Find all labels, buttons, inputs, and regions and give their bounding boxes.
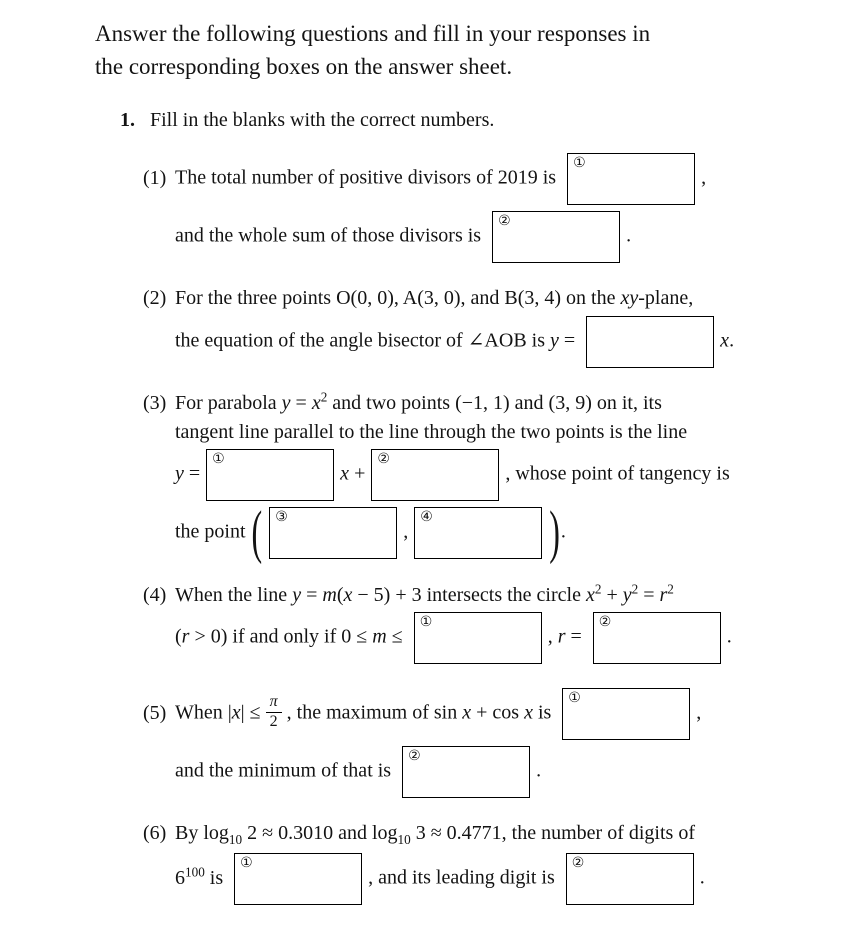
circled-1-icon: ① bbox=[573, 155, 586, 172]
answer-box-1-2[interactable] bbox=[492, 211, 620, 263]
subquestion-2-number: (2) bbox=[143, 287, 167, 310]
subquestion-6-text-c: , and its leading digit is bbox=[368, 866, 555, 889]
subquestion-4-text-a: When the line y = m(x − 5) + 3 intersects the circle $x^2 + y^2 = r^2$ bbox=[175, 581, 674, 606]
answer-box-6-1[interactable] bbox=[234, 853, 362, 905]
answer-box-3-2[interactable] bbox=[371, 449, 499, 501]
subquestion-5-text-b: , the maximum of sin x + cos x is bbox=[286, 701, 552, 724]
subquestion-6 bbox=[143, 819, 864, 908]
subquestion-5-line-1 bbox=[143, 685, 864, 743]
intro-paragraph bbox=[95, 18, 864, 83]
circled-2-icon: ② bbox=[598, 614, 612, 631]
answer-box-3-3[interactable] bbox=[269, 507, 397, 559]
subquestion-1-text-b: and the whole sum of those divisors is bbox=[175, 224, 482, 247]
circled-1-icon: ① bbox=[240, 854, 253, 871]
answer-box-1-1[interactable] bbox=[567, 153, 695, 205]
circled-2-icon: ② bbox=[377, 451, 390, 468]
intro-line-2: the corresponding boxes on the answer sheet. bbox=[95, 53, 513, 79]
answer-box-3-1[interactable] bbox=[206, 449, 334, 501]
circled-4-icon: ④ bbox=[420, 509, 433, 526]
subquestion-2-line-2 bbox=[143, 313, 864, 371]
answer-box-4-2[interactable] bbox=[593, 612, 721, 664]
answer-box-5-1[interactable] bbox=[562, 688, 690, 740]
circled-2-icon: ② bbox=[571, 854, 585, 871]
fraction-numerator: π bbox=[269, 693, 278, 711]
question-1 bbox=[120, 109, 864, 132]
subquestion-5-text-c: and the minimum of that is bbox=[175, 759, 392, 782]
subquestion-4-text-c: , r = bbox=[547, 625, 582, 648]
answer-box-3-4[interactable] bbox=[414, 507, 542, 559]
subquestion-3-line-2 bbox=[143, 418, 864, 446]
period: . bbox=[726, 625, 732, 648]
subquestion-3-number: (3) bbox=[143, 392, 167, 415]
subquestion-3-text-d: x + bbox=[340, 462, 366, 485]
subquestion-3-line-1 bbox=[143, 389, 864, 418]
subquestion-6-line-1 bbox=[143, 819, 864, 850]
period: . bbox=[560, 520, 566, 543]
subquestion-1-number: (1) bbox=[143, 166, 167, 189]
subquestion-1-text-a: The total number of positive divisors of 2019 is bbox=[175, 166, 557, 189]
period: . bbox=[536, 759, 542, 782]
circled-1-icon: ① bbox=[212, 451, 225, 468]
subquestion-2-text-b: the equation of the angle bisector of ∠AOB is y = bbox=[175, 329, 576, 352]
subquestion-6-line-2 bbox=[143, 850, 864, 908]
subquestion-3-text-f: the point bbox=[175, 520, 246, 543]
subquestion-4-line-1 bbox=[143, 580, 864, 609]
circled-2-icon: ② bbox=[408, 748, 421, 765]
subquestion-5 bbox=[143, 685, 864, 801]
answer-box-2[interactable] bbox=[586, 316, 714, 368]
subquestions bbox=[143, 150, 864, 908]
subquestion-3-line-4 bbox=[143, 498, 864, 566]
subquestion-2-text-c: x. bbox=[720, 329, 735, 352]
comma: , bbox=[403, 520, 409, 543]
subquestion-4-text-b: (r > 0) if and only if 0 ≤ m ≤ bbox=[175, 625, 403, 648]
subquestion-6-number: (6) bbox=[143, 822, 167, 845]
circled-1-icon: ① bbox=[568, 690, 581, 707]
subquestion-6-text-b: $6^{100}$ is bbox=[175, 863, 224, 889]
circled-1-icon: ① bbox=[419, 614, 433, 631]
subquestion-3-text-c: y = bbox=[175, 462, 201, 485]
period: . bbox=[626, 224, 632, 247]
question-1-number: 1. bbox=[120, 109, 135, 132]
subquestion-5-line-2 bbox=[143, 743, 864, 801]
subquestion-3-text-a: For parabola $y = x^2$ and two points (−1, 1) and (3, 9) on it, its bbox=[175, 389, 662, 415]
subquestion-6-text-a: By $\log_{10} 2 \approx 0.3010$ and $\log_{10} 3 \approx 0.4771$, the number of digits of bbox=[175, 822, 695, 848]
answer-box-4-1[interactable] bbox=[414, 612, 542, 664]
comma: , bbox=[696, 701, 702, 724]
fraction-denominator: 2 bbox=[266, 712, 282, 731]
comma: , bbox=[701, 166, 707, 189]
fraction-pi-over-2 bbox=[266, 693, 282, 731]
answer-box-6-2[interactable] bbox=[566, 853, 694, 905]
subquestion-2 bbox=[143, 284, 864, 370]
subquestion-3-text-b: tangent line parallel to the line through the two points is the line bbox=[175, 420, 688, 443]
subquestion-1-line-1 bbox=[143, 150, 864, 208]
answer-box-5-2[interactable] bbox=[402, 746, 530, 798]
subquestion-2-text-a: For the three points O(0, 0), A(3, 0), and B(3, 4) on the xy-plane, bbox=[175, 287, 694, 310]
circled-3-icon: ③ bbox=[275, 509, 288, 526]
subquestion-1-line-2 bbox=[143, 208, 864, 266]
subquestion-3-text-e: , whose point of tangency is bbox=[505, 462, 730, 485]
period: . bbox=[699, 866, 705, 889]
subquestion-4 bbox=[143, 580, 864, 667]
subquestion-2-line-1 bbox=[143, 284, 864, 312]
subquestion-1 bbox=[143, 150, 864, 266]
big-paren-close: ) bbox=[549, 498, 560, 566]
subquestion-4-line-2 bbox=[143, 609, 864, 667]
question-1-text: Fill in the blanks with the correct numbers. bbox=[150, 109, 495, 132]
subquestion-3 bbox=[143, 389, 864, 566]
subquestion-5-number: (5) bbox=[143, 701, 167, 724]
big-paren-open: ( bbox=[251, 498, 263, 566]
circled-2-icon: ② bbox=[498, 213, 511, 230]
intro-line-1: Answer the following questions and fill in your responses in bbox=[95, 21, 651, 46]
subquestion-5-text-a: When |x| ≤ bbox=[175, 701, 261, 724]
subquestion-4-number: (4) bbox=[143, 583, 167, 606]
